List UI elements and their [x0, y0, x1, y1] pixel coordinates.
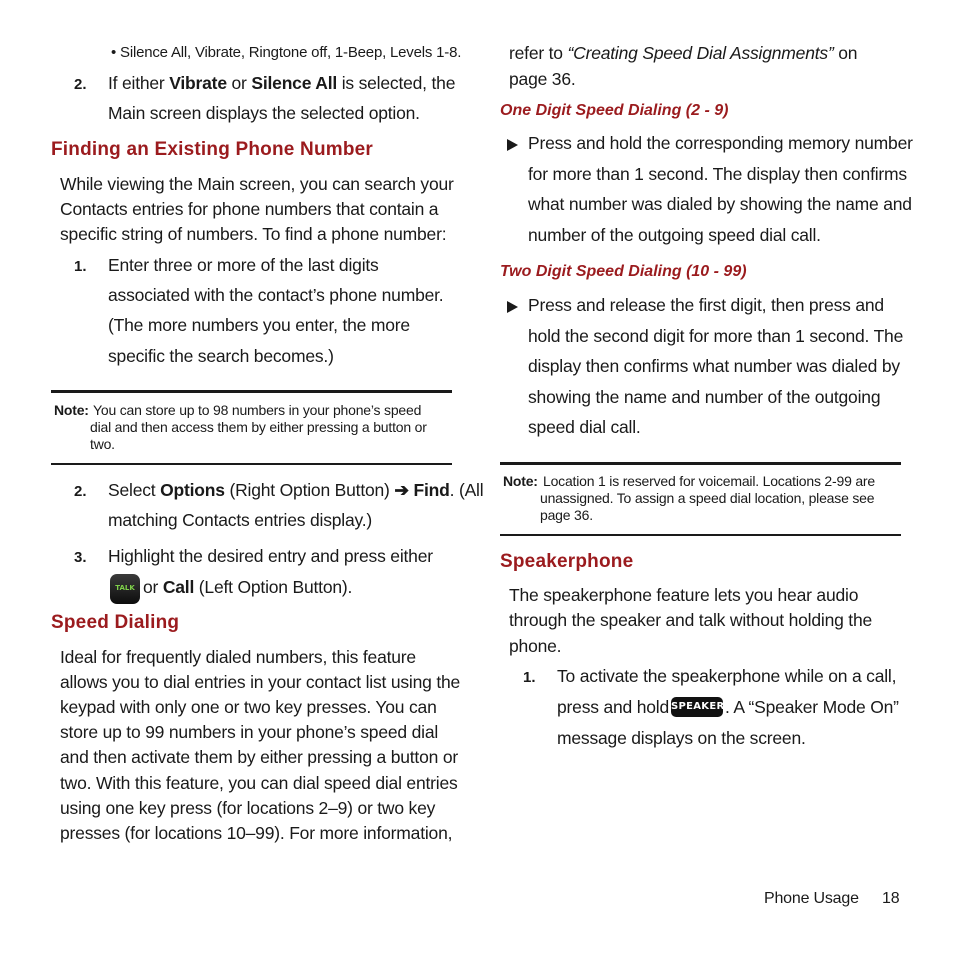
heading-finding-number: Finding an Existing Phone Number	[51, 139, 374, 160]
step-number: 3.	[74, 549, 87, 566]
page-number: 18	[882, 890, 900, 907]
step-text: Main screen displays the selected option.	[108, 103, 420, 123]
paragraph-line: using one key press (for locations 2–9) or two key	[60, 798, 436, 818]
paragraph-line: The speakerphone feature lets you hear audio	[509, 585, 859, 605]
note-label: Note:	[54, 402, 89, 418]
paragraph-line: Contacts entries for phone numbers that contain a	[60, 199, 439, 219]
step-text: matching Contacts entries display.)	[108, 510, 373, 530]
paragraph-line: specific string of numbers. To find a phone number:	[60, 224, 447, 244]
step-number: 1.	[74, 258, 87, 275]
paragraph-line: page 36.	[509, 69, 576, 89]
step-text: message displays on the screen.	[557, 728, 806, 748]
paragraph-line: allows you to dial entries in your contact list using the	[60, 672, 461, 692]
step-text: specific the search becomes.)	[108, 346, 334, 366]
note-label: Note:	[503, 473, 538, 489]
step-text: associated with the contact’s phone number.	[108, 285, 444, 305]
heading-speakerphone: Speakerphone	[500, 551, 634, 572]
paragraph-line: While viewing the Main screen, you can search your	[60, 174, 454, 194]
note-bottom-rule	[51, 463, 452, 465]
step-text: . A “Speaker Mode On”	[725, 697, 899, 717]
paragraph-line: keypad with only one or two key presses. You can	[60, 697, 437, 717]
note-text: two.	[90, 436, 115, 452]
step-number: 2.	[74, 483, 87, 500]
arrow-icon: ➔	[394, 480, 409, 500]
step-text: speed dial call.	[528, 417, 641, 437]
bullet-arrow-icon	[507, 301, 518, 313]
paragraph-line: phone.	[509, 636, 562, 656]
step-text: (The more numbers you enter, the more	[108, 315, 410, 335]
step-text: To activate the speakerphone while on a call,	[557, 666, 897, 686]
step-text: display then confirms what number was dialed by	[528, 356, 900, 376]
step-text: Select Options (Right Option Button) ➔ Find. (All	[108, 480, 484, 500]
speaker-key-icon: SPEAKER	[671, 697, 723, 717]
bullet-arrow-icon	[507, 139, 518, 151]
paragraph-line: two. With this feature, you can dial speed dial entries	[60, 773, 458, 793]
bullet-silence-options	[111, 44, 461, 61]
paragraph-line: refer to “Creating Speed Dial Assignments” on	[509, 43, 858, 63]
step-text: If either Vibrate or Silence All is selected, the	[108, 73, 456, 93]
note-text: Location 1 is reserved for voicemail. Locations 2-99 are	[543, 473, 875, 489]
step-text: press and hold	[557, 697, 670, 717]
paragraph-line: Ideal for frequently dialed numbers, this feature	[60, 647, 416, 667]
heading-two-digit: Two Digit Speed Dialing (10 - 99)	[500, 263, 747, 280]
bullet-dot: •	[111, 44, 121, 61]
note-bottom-rule	[500, 534, 901, 536]
step-text: Enter three or more of the last digits	[108, 255, 379, 275]
note-top-rule	[51, 390, 452, 393]
bullet-text: Silence All, Vibrate, Ringtone off, 1-Beep, Levels 1-8.	[120, 44, 462, 61]
paragraph-line: and then activate them by either pressing a button or	[60, 747, 458, 767]
step-text: showing the name and number of the outgoing	[528, 387, 881, 407]
step-text: for more than 1 second. The display then confirms	[528, 164, 907, 184]
note-text: dial and then access them by either pressing a button or	[90, 419, 427, 435]
paragraph-line: presses (for locations 10–99). For more information,	[60, 823, 453, 843]
paragraph-line: through the speaker and talk without holding the	[509, 610, 873, 630]
step-text: or Call (Left Option Button).	[143, 577, 353, 597]
step-number: 1.	[523, 669, 536, 686]
step-text: Press and release the first digit, then press and	[528, 295, 884, 315]
step-text: what number was dialed by showing the name and	[528, 194, 912, 214]
note-text: page 36.	[540, 507, 593, 523]
note-text: unassigned. To assign a speed dial location, please see	[540, 490, 875, 506]
step-text: Press and hold the corresponding memory number	[528, 133, 913, 153]
step-text: hold the second digit for more than 1 second. The	[528, 326, 904, 346]
footer-section: Phone Usage	[764, 890, 859, 907]
step-number: 2.	[74, 76, 87, 93]
note-text: You can store up to 98 numbers in your phone’s speed	[93, 402, 422, 418]
step-text: number of the outgoing speed dial call.	[528, 225, 821, 245]
paragraph-line: store up to 99 numbers in your phone’s speed dial	[60, 722, 439, 742]
talk-key-icon: TALK	[110, 574, 140, 604]
heading-speed-dialing: Speed Dialing	[51, 612, 180, 633]
step-text: Highlight the desired entry and press either	[108, 546, 433, 566]
note-top-rule	[500, 462, 901, 465]
heading-one-digit: One Digit Speed Dialing (2 - 9)	[500, 102, 729, 119]
